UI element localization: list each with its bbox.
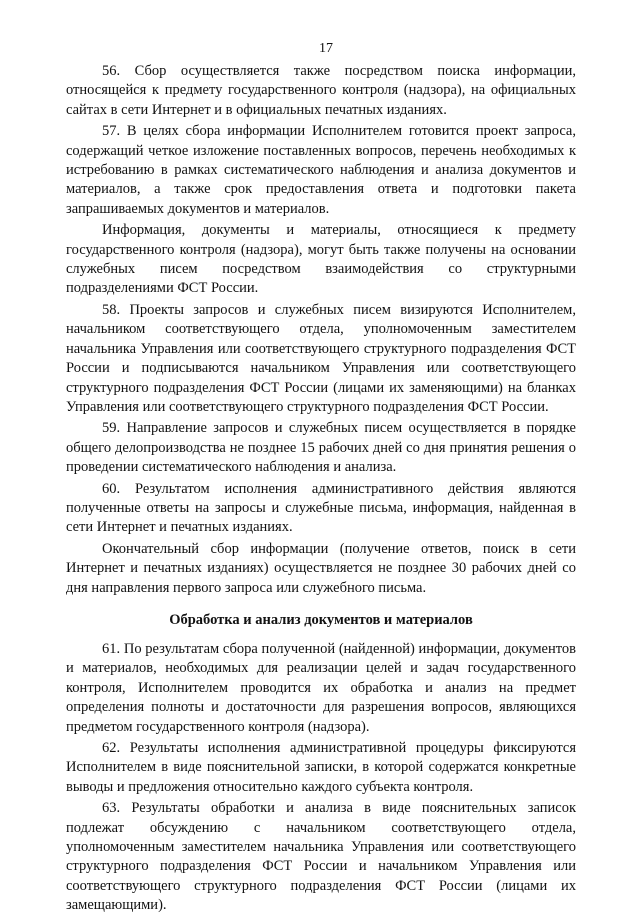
page-number: 17 — [319, 41, 333, 56]
paragraph-59: 59. Направление запросов и служебных писем осуществляется в порядке общего делопроизводства не позднее 15 рабочих дней со дня принятия решения о проведении систематического наблюдения и анализа. — [66, 420, 576, 476]
paragraph-58: 58. Проекты запросов и служебных писем визируются Исполнителем, начальником соответствующего отдела, уполномоченным заместителем начальника Управления или соответствующего структурного подразделения ФСТ России и подписываются начальником Управления или соответствующего структурного подразделения ФСТ России (лицами их заменяющими) на бланках Управления или соответствующего структурного подразделения ФСТ России. — [66, 301, 576, 415]
paragraph-57-continued: Информация, документы и материалы, относящиеся к предмету государственного контроля (надзора), могут быть также получены на основании служебных писем посредством взаимодействия со структурными подразделениями ФСТ России. — [66, 222, 576, 297]
paragraph-61: 61. По результатам сбора полученной (найденной) информации, документов и материалов, необходимых для реализации целей и задач государственного контроля, Исполнителем проводится их обработка и анализ на предмет определения полноты и достаточности для разрешения вопросов, являющихся предметом государственного контроля (надзора). — [66, 640, 576, 735]
paragraph-57: 57. В целях сбора информации Исполнителем готовится проект запроса, содержащий четкое изложение поставленных вопросов, перечень необходимых к истребованию в рамках систематического наблюдения и анализа документов и материалов, а также срок предоставления ответа и подготовки пакета запрашиваемых документов и материалов. — [66, 123, 576, 217]
paragraph-60: 60. Результатом исполнения административного действия являются полученные ответы на запросы и служебные письма, информация, найденная в сети Интернет и печатных изданиях. — [66, 480, 576, 536]
paragraph-63: 63. Результаты обработки и анализа в виде пояснительных записок подлежат обсуждению с начальником соответствующего отдела, уполномоченным заместителем начальника Управления или соответствующего структурного подразделения ФСТ России и начальником Управления или соответствующего структурного подразделения ФСТ России (лицами их замещающими). — [66, 800, 576, 914]
paragraph-62: 62. Результаты исполнения административной процедуры фиксируются Исполнителем в виде пояснительной записки, в которой содержатся конкретные выводы и предложения относительно каждого субъекта контроля. — [66, 740, 576, 795]
section-heading: Обработка и анализ документов и материалов — [169, 611, 473, 628]
document-page — [66, 40, 576, 916]
paragraph-56: 56. Сбор осуществляется также посредством поиска информации, относящейся к предмету государственного контроля (надзора), на официальных сайтах в сети Интернет и в официальных печатных изданиях. — [66, 63, 576, 118]
paragraph-60-continued: Окончательный сбор информации (получение ответов, поиск в сети Интернет и печатных изданиях) осуществляется не позднее 30 рабочих дней со дня направления первого запроса или служебного письма. — [66, 540, 576, 596]
